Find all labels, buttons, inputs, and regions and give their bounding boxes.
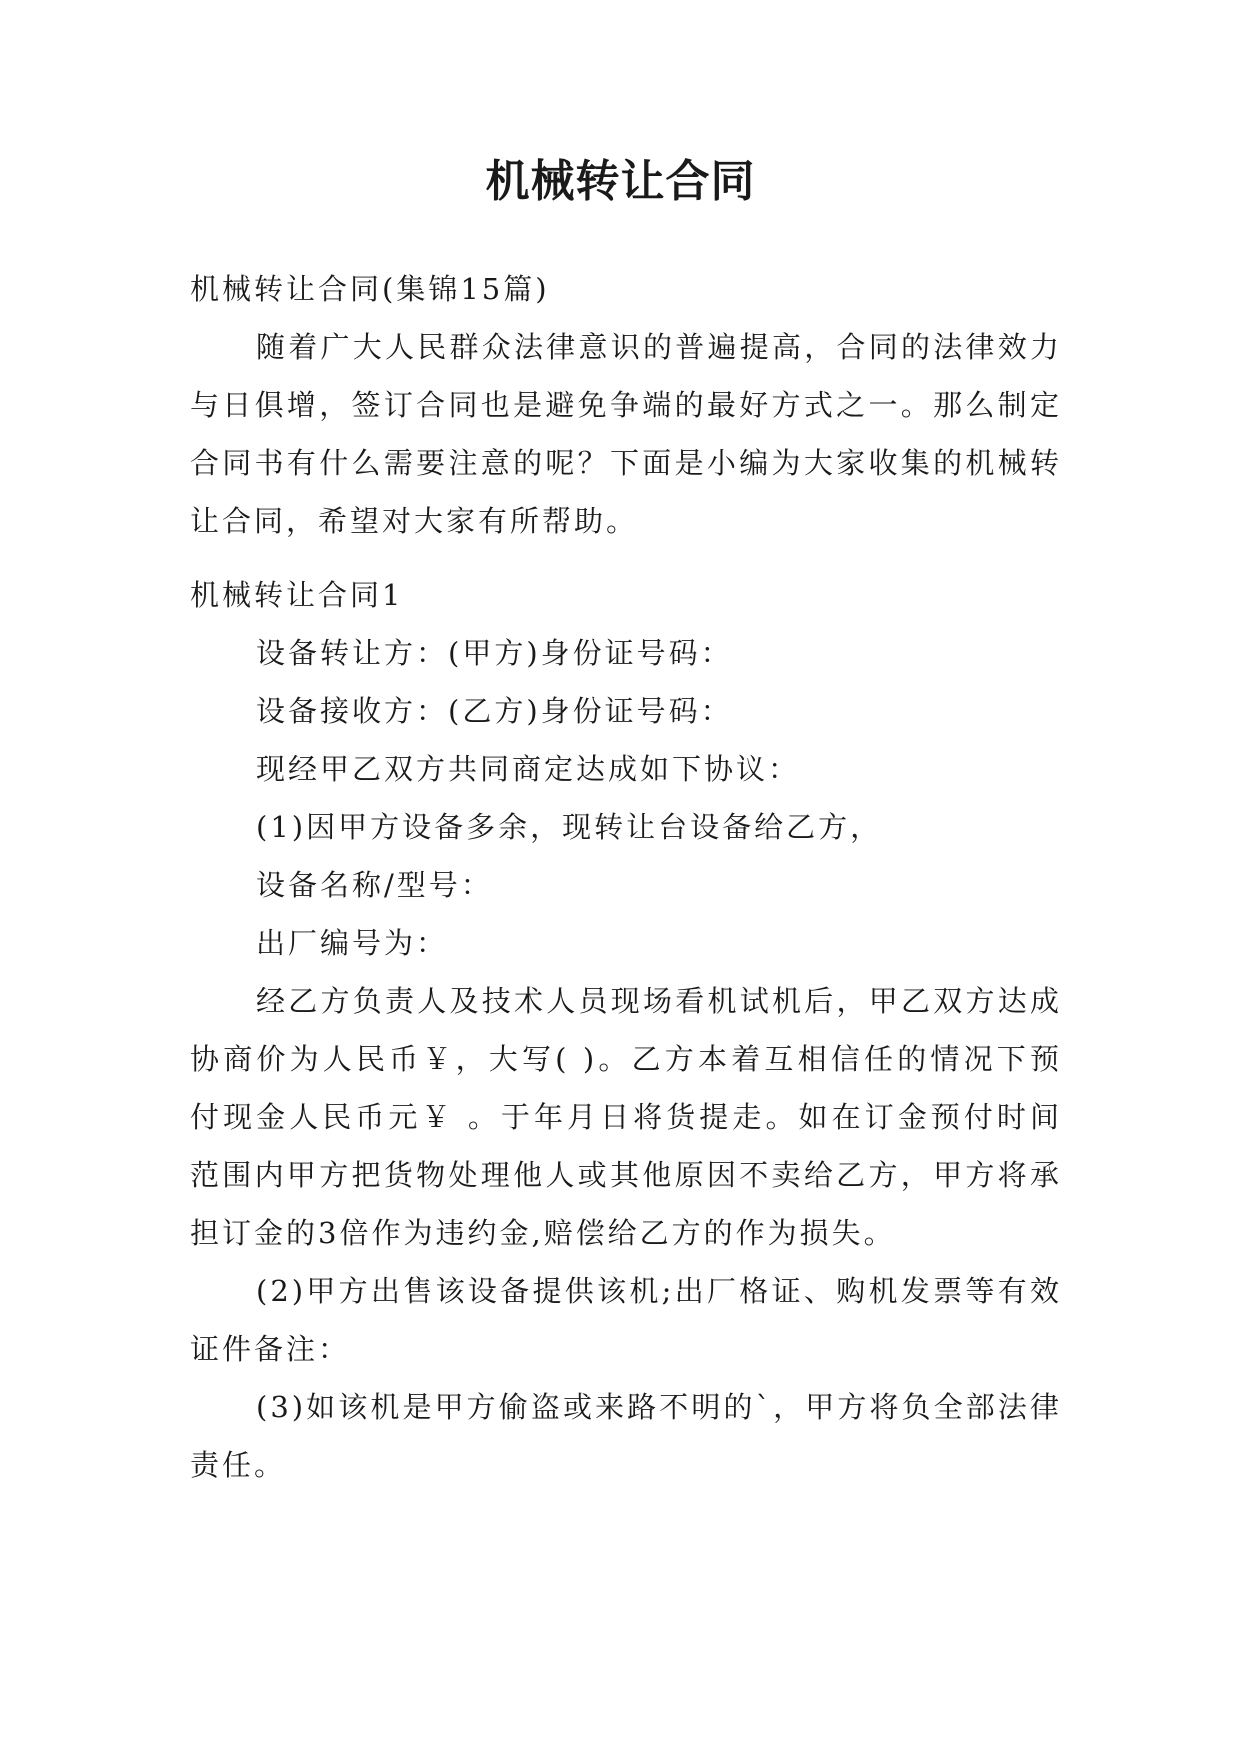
intro-paragraph: 随着广大人民群众法律意识的普遍提高，合同的法律效力与日俱增，签订合同也是避免争端的最好方式之一。那么制定合同书有什么需要注意的呢？下面是小编为大家收集的机械转让合同，希望对大家有所帮助。	[190, 330, 1062, 538]
price-paragraph: 经乙方负责人及技术人员现场看机试机后，甲乙双方达成协商价为人民币￥，大写( )。乙方本着互相信任的情况下预付现金人民币元￥ 。于年月日将货提走。如在订金预付时间范围内甲方把货物处理他人或其他原因不卖给乙方，甲方将承担订金的3倍作为违约金,赔偿给乙方的作为损失。	[190, 984, 1062, 1250]
section-heading: 机械转让合同1	[190, 578, 404, 612]
equipment-model-line: 设备名称/型号：	[256, 868, 493, 902]
intro-block	[190, 260, 1062, 550]
clause-3-paragraph: (3)如该机是甲方偷盗或来路不明的`，甲方将负全部法律责任。	[190, 1390, 1062, 1482]
serial-number-line: 出厂编号为：	[256, 926, 449, 960]
transferor-line: 设备转让方：(甲方)身份证号码：	[256, 636, 733, 670]
transferee-line: 设备接收方：(乙方)身份证号码：	[256, 694, 733, 728]
document-subtitle: 机械转让合同(集锦15篇)	[190, 272, 550, 306]
clause-2-paragraph: (2)甲方出售该设备提供该机;出厂格证、购机发票等有效证件备注：	[190, 1274, 1062, 1366]
document-title: 机械转让合同	[485, 156, 756, 207]
agreement-line: 现经甲乙双方共同商定达成如下协议：	[256, 752, 801, 786]
clause-1-line: (1)因甲方设备多余，现转让台设备给乙方，	[256, 810, 883, 844]
contract-1-block	[190, 566, 1062, 1494]
